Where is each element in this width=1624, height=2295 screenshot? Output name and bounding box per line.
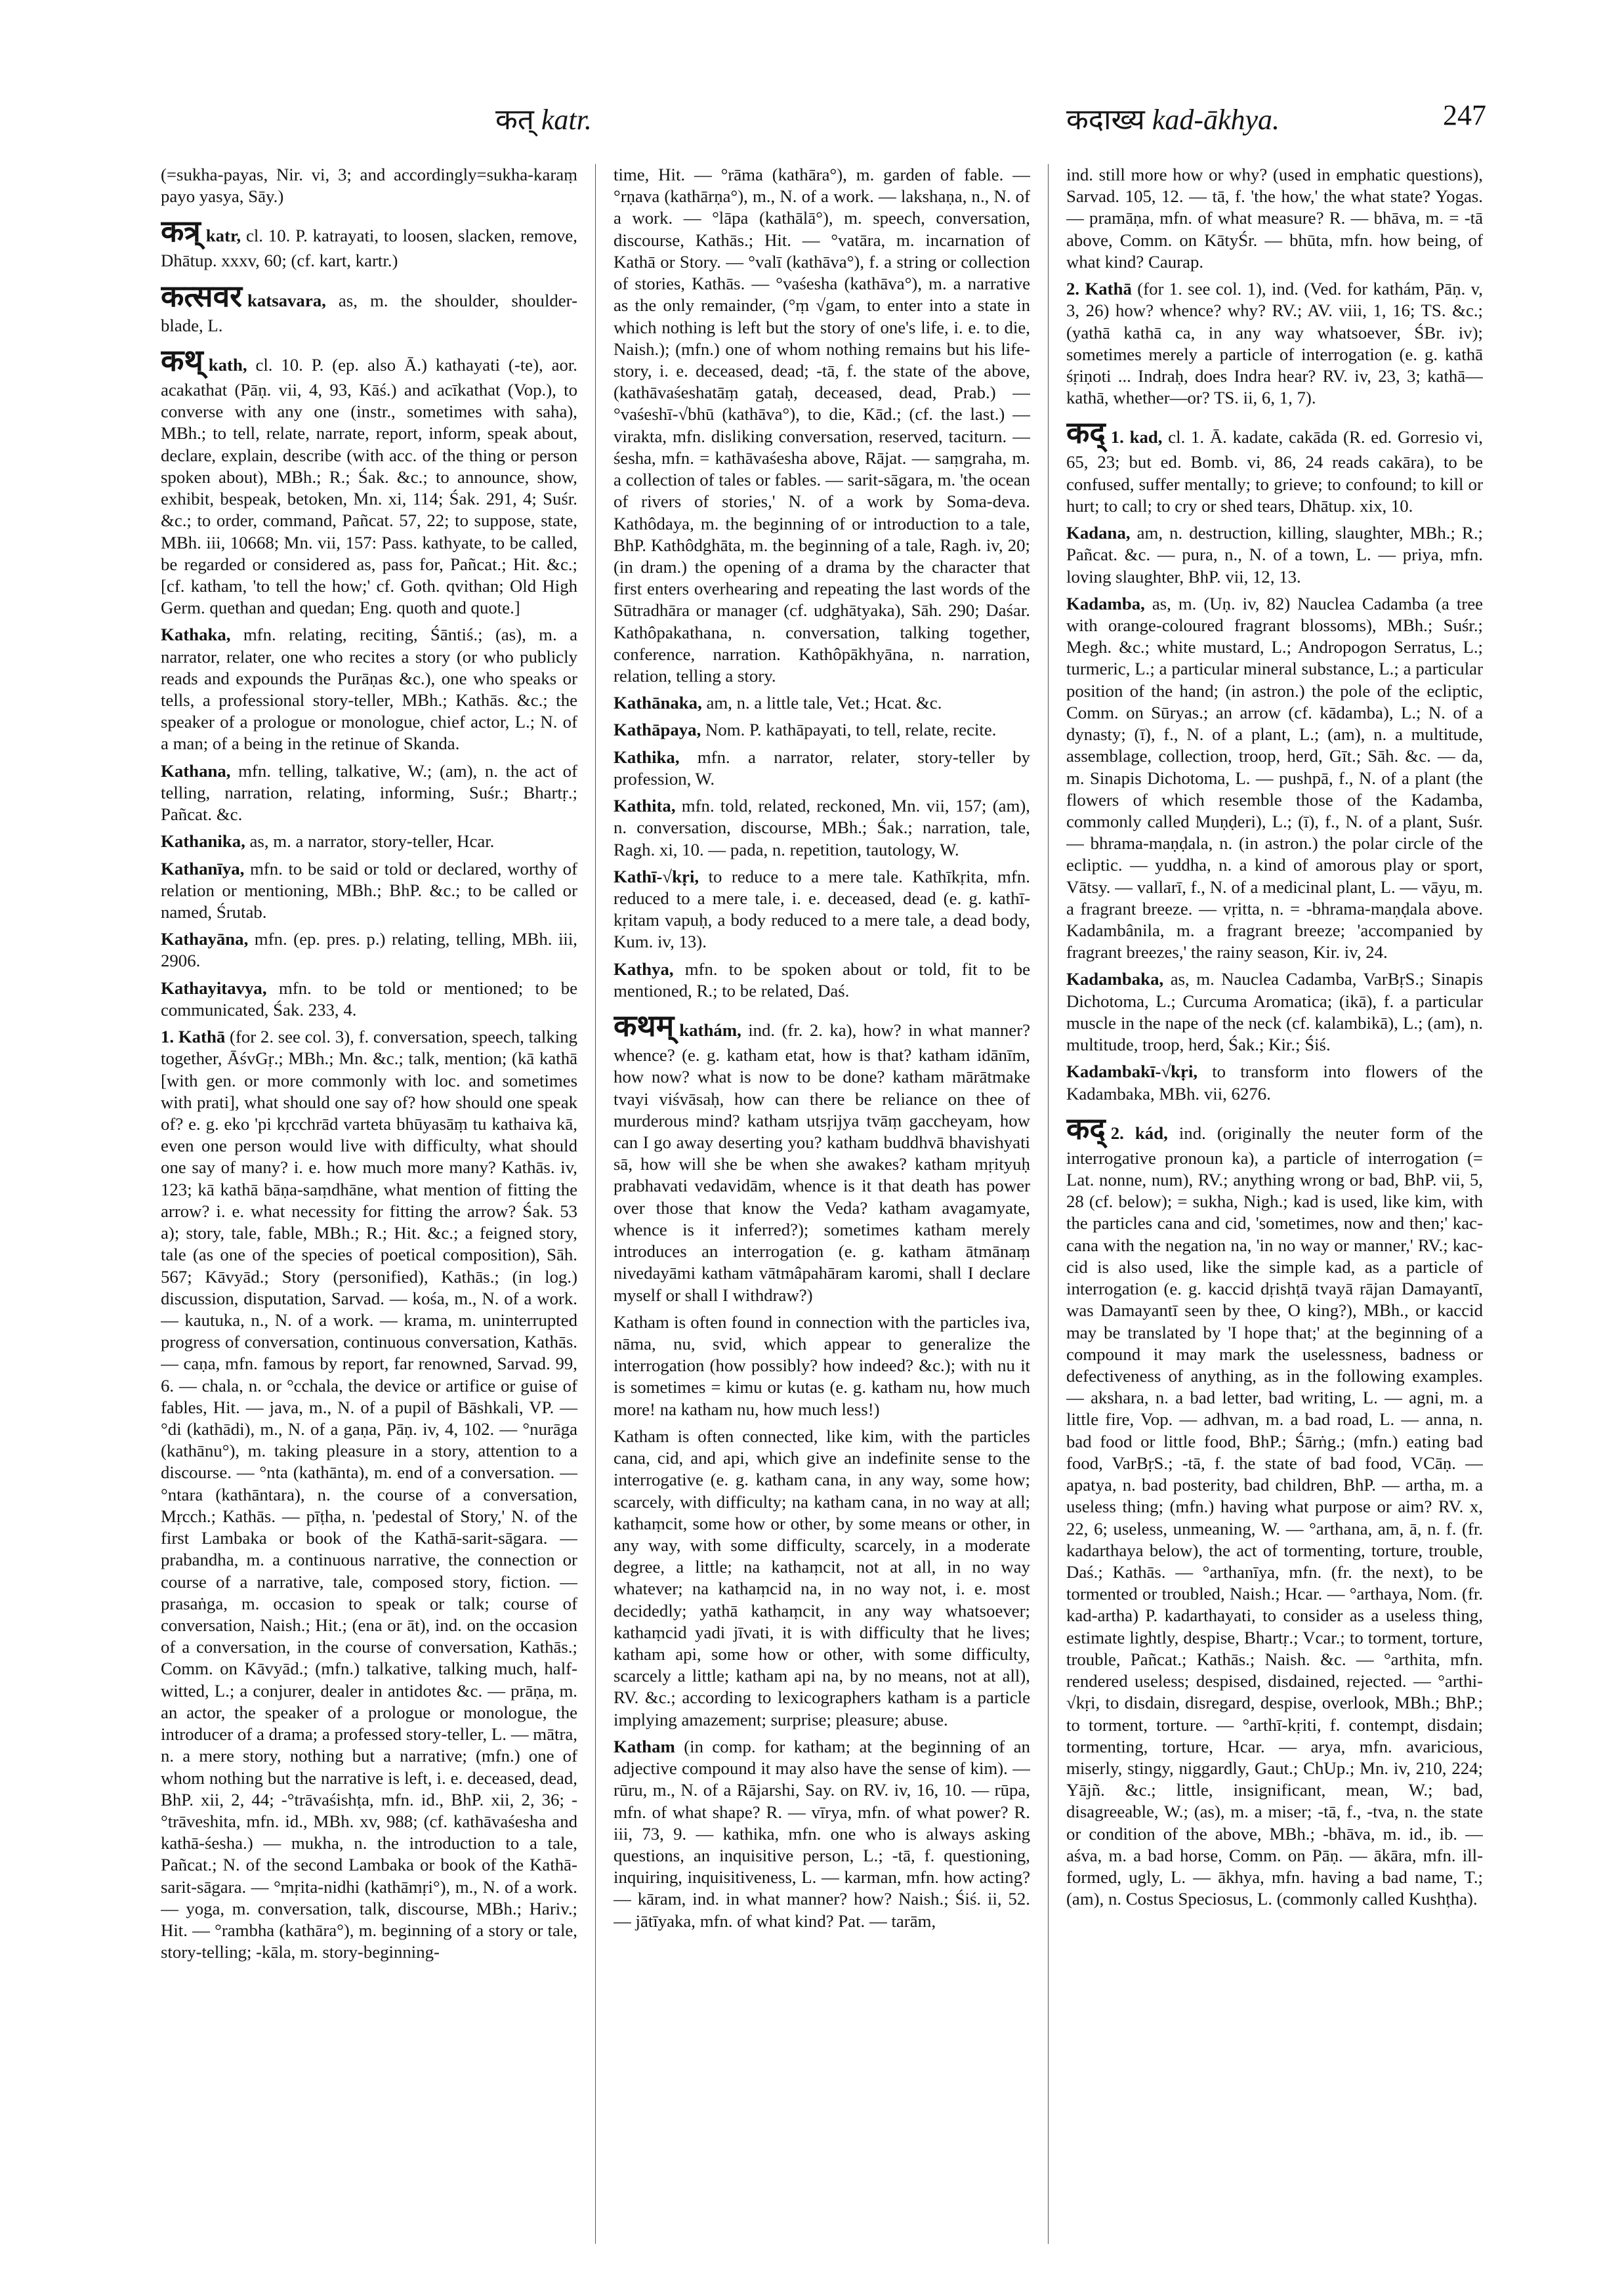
header-left-devanagari: कत्: [495, 103, 534, 136]
dictionary-entry: [1066, 593, 1483, 964]
dictionary-entry: [161, 1026, 577, 1963]
dictionary-entry: [161, 978, 577, 1021]
column-2: [614, 164, 1030, 2244]
text-columns: [161, 164, 1489, 2244]
entry-headword: Kathika,: [614, 747, 680, 767]
entry-headword: Kathana,: [161, 760, 231, 781]
entry-definition: mfn. relating, reciting, Śāntiś.; (as), m. a narrator, relater, one who recites a story (or who publicly reads and expounds the Purāṇas &c.), one who speaks or tells, a professional story-teller, MBh.; Kathās. &c.; the speaker of a prologue or monologue, chief actor, L.; N. of a man; of a being in the retinue of Skanda.: [161, 625, 577, 754]
entry-definition: Nom. P. kathāpayati, to tell, relate, recite.: [705, 720, 997, 740]
entry-headword: kathám,: [679, 1020, 741, 1041]
entry-headword: Kathānaka,: [614, 693, 702, 713]
dictionary-entry: [1066, 1061, 1483, 1104]
entry-definition: as, m. (Uṇ. iv, 82) Nauclea Cadamba (a tree with orange-coloured fragrant blossoms), MBh.; Suśr.; Megh. &c.; white mustard, L.; Andropogon Serratus, L.; turmeric, L.; a particular mineral substance, L.; a particular position of the hand; (in astron.) the pole of the ecliptic, Comm. on Sūryas.; an arrow (cf. kādamba), L.; N. of a dynasty; (ī), f., N. of a plant, L.; (am), n. a multitude, assemblage, collection, troop, herd, Gīt.; Sāh. &c. — da, m. Sinapis Dichotoma, L. — pushpā, f., N. of a plant (the flowers of which resemble those of the Kadamba, commonly called Muṇḍeri), L.; (ī), f., N. of a plant, Suśr. — bhrama-maṇḍala, n. (in astron.) the polar circle of the ecliptic. — yuddha, n. a kind of amorous play or sport, Vātsy. — vallarī, f., N. of a medicinal plant, L. — vāyu, m. a fragrant breeze. — vṛitta, n. = -bhrama-maṇḍala above. Kadambânila, m. a fragrant breeze; 'accompanied by fragrant breezes,' the rainy season, Kir. iv, 24.: [1066, 593, 1483, 962]
dictionary-entry: [614, 1736, 1030, 1932]
column-1: [161, 164, 577, 2244]
entry-headword: Kathanīya,: [161, 858, 245, 879]
header-left-latin: katr.: [541, 104, 592, 136]
dictionary-entry: [614, 1426, 1030, 1731]
dictionary-entry: [1066, 278, 1483, 409]
column-divider: [595, 164, 596, 2244]
entry-headword: Kadambaka,: [1066, 969, 1164, 989]
dictionary-entry: [614, 164, 1030, 687]
header-right-headword: [1066, 98, 1280, 138]
dictionary-entry: [161, 831, 577, 852]
entry-headword: Kathaka,: [161, 625, 231, 645]
entry-definition: time, Hit. — °rāma (kathāra°), m. garden of fable. — °rṇava (kathārṇa°), m., N. of a work. — lakshaṇa, n., N. of a work. — °lāpa (kathālā°), m. speech, conversation, discourse, Kathās.; Hit. — °vatāra, m. incarnation of Kathā or Story. — °valī (kathāva°), f. a string or collection of stories, Kathās. — °vaśesha (kathāva°), m. a narrative as the only remainder, (°ṃ √gam, to enter into a state in which nothing is left but the story of one's life, i. e. to die, Naish.); (mfn.) one of whom nothing remains but his life-story, i. e. deceased, dead; -tā, f. the state of the above, (kathāvaśeshatāṃ gataḥ, deceased, dead, Prab.) — °vaśeshī-√bhū (kathāva°), to die, Kād.; (cf. the last.) — virakta, mfn. disliking conversation, reserved, taciturn. — śesha, mfn. = kathāvaśesha above, Rājat. — saṃgraha, m. a collection of tales or fables. — sarit-sāgara, m. 'the ocean of rivers of stories,' N. of a work by Soma-deva. Kathôdaya, m. the beginning of or introduction to a tale, BhP. Kathôdghāta, m. the beginning of a tale, Ragh. iv, 20; (in dram.) the opening of a drama by the character that first enters overhearing and repeating the last words of the Sūtradhāra or manager (cf. udghātyaka), Sāh. 290; Daśar. Kathôpakathana, n. conversation, talking together, conference, narration. Kathôpākhyāna, n. narration, relation, telling a story.: [614, 165, 1030, 686]
dictionary-entry: [614, 1007, 1030, 1306]
entry-definition: (for 2. see col. 3), f. conversation, speech, talking together, ĀśvGṛ.; MBh.; Mn. &c.; talk, mention; (kā kathā [with gen. or more commonly with loc. and sometimes with prati], what should one say of? how should one speak of? e. g. eko 'pi kṛcchrād varteta bhūyasāṃ tu kathaiva kā, even one person would live with difficulty, what should one say of many? i. e. how much more many? Kathās. iv, 123; kā kathā bāṇa-saṃdhāne, what mention of fitting the arrow? i. e. what necessity for fitting the arrow? Śak. 53 a); story, tale, fable, MBh.; R.; Hit. &c.; a feigned story, tale (as one of the species of poetical composition), Sāh. 567; Kāvyād.; Story (personified), Kathās.; (in log.) discussion, disputation, Sarvad. — kośa, m., N. of a work. — kautuka, n., N. of a work. — krama, m. uninterrupted progress of conversation, continuous conversation, Kathās. — caṇa, mfn. famous by report, far renowned, Sarvad. 99, 6. — chala, n. or °cchala, the device or artifice or guise of fables, Hit. — java, m., N. of a pupil of Bāshkali, VP. — °di (kathādi), m., N. of a gaṇa, Pāṇ. iv, 4, 102. — °nurāga (kathānu°), m. taking pleasure in a story, attention to a discourse. — °nta (kathānta), m. end of a conversation. — °ntara (kathāntara), n. the course of a conversation, Mṛcch.; Kathās. — pīṭha, n. 'pedestal of Story,' N. of the first Lambaka or book of the Kathā-sarit-sāgara. — prabandha, m. a continuous narrative, the connection or course of a narrative, tale, composed story, fiction. — prasaṅga, m. occasion to speak or talk; course of conversation, Naish.; Hit.; (ena or āt), ind. on the occasion of a conversation, in the course of conversation, Kathās.; Comm. on Kāvyād.; (mfn.) talkative, talking much, half-witted, L.; a conjurer, dealer in antidotes &c. — prāṇa, m. an actor, the speaker of a prologue or monologue, the introducer of a drama; a professed story-teller, L. — mātra, n. a mere story, nothing but a narrative; (mfn.) one of whom nothing but the narrative is left, i. e. deceased, dead, BhP. xii, 2, 44; -°trāvaśishṭa, mfn. id., BhP. xii, 2, 36; -°trāveshita, mfn. id., MBh. xv, 988; (cf. kathāvaśesha and kathā-śesha.) — mukha, n. the introduction to a tale, Pañcat.; N. of the second Lambaka or book of the Kathā-sarit-sāgara. — °mṛita-nidhi (kathāmṛi°), m., N. of a work. — yoga, m. conversation, talk, discourse, MBh.; Hariv.; Hit. — °rambha (kathāra°), m. beginning of a story or tale, story-telling; -kāla, m. story-beginning-: [161, 1027, 577, 1962]
entry-headword: Kathita,: [614, 796, 676, 816]
dictionary-entry: [614, 795, 1030, 861]
entry-definition: cl. 10. P. katrayati, to loosen, slacken, remove, Dhātup. xxxv, 60; (cf. kart, kartr.): [161, 226, 577, 271]
entry-definition: to transform into flowers of the Kadambaka, MBh. vii, 6276.: [1066, 1062, 1483, 1104]
entry-devanagari-headword: कद्: [1066, 1110, 1106, 1146]
entry-definition: mfn. told, related, reckoned, Mn. vii, 157; (am), n. conversation, discourse, MBh.; Śak.; narration, tale, Ragh. xi, 10. — pada, n. repetition, tautology, W.: [614, 796, 1030, 859]
entry-headword: Kadambakī-√kṛi,: [1066, 1062, 1198, 1082]
dictionary-entry: [161, 342, 577, 619]
dictionary-entry: [614, 959, 1030, 1002]
column-3: [1066, 164, 1483, 2244]
dictionary-entry: [614, 692, 1030, 714]
entry-definition: mfn. to be told or mentioned; to be communicated, Śak. 233, 4.: [161, 978, 577, 1020]
dictionary-entry: [614, 866, 1030, 953]
dictionary-entry: [161, 213, 577, 272]
column-divider: [1048, 164, 1049, 2244]
entry-headword: Kadamba,: [1066, 593, 1145, 613]
entry-definition: Katham is often found in connection with the particles iva, nāma, nu, svid, which appear to generalize the interrogation (how possibly? how indeed? &c.); with nu it is sometimes = kimu or kutas (e. g. katham nu, how much more! na katham nu, how much less!): [614, 1312, 1030, 1419]
entry-definition: mfn. to be said or told or declared, worthy of relation or mentioning, MBh.; BhP. &c.; to be called or named, Śrutab.: [161, 858, 577, 922]
entry-definition: ind. (originally the neuter form of the interrogative pronoun ka), a particle of interrogation (= Lat. nonne, num), RV.; anything wrong or bad, BhP. vii, 5, 28 (cf. below); = sukha, Nigh.; kad is used, like kim, with the particles cana and cid, 'sometimes, now and then;' kac-cana with the negation na, 'in no way or manner,' RV.; kac-cid is also used, like the simple kad, as a particle of interrogation (e. g. kaccid dṛishṭā tvayā rājan Damayantī, was Damayantī seen by thee, O king?), MBh., or kaccid may be translated by 'I hope that;' at the beginning of a compound it may mark the uselessness, badness or defectiveness of anything, as in the following examples. — akshara, n. a bad letter, bad writing, L. — agni, m. a little fire, Vop. — adhvan, m. a bad road, L. — anna, n. bad food or little food, BhP.; Śārṅg.; (mfn.) eating bad food, VarBṛS.; -tā, f. the state of bad food, VCāṇ. — apatya, n. bad posterity, bad children, BhP. — artha, m. a useless thing; (mfn.) having what purpose or aim? RV. x, 22, 6; useless, unmeaning, W. — °arthana, am, ā, n. f. (fr. kadarthaya below), the act of tormenting, torture, trouble, Daś.; Kathās. — °arthanīya, mfn. (fr. the next), to be tormented or troubled, Naish.; Hcar. — °arthaya, Nom. (fr. kad-artha) P. kadarthayati, to consider as a useless thing, estimate lightly, despise, Bhartṛ.; Vcar.; to torment, torture, trouble, Pañcat.; Kathās.; Naish. &c. — °arthita, mfn. rendered useless; despised, disdained, rejected. — °arthi-√kṛi, to disdain, disregard, despise, overlook, MBh.; BhP.; to torment, torture. — °arthī-kṛiti, f. contempt, disdain; tormenting, torture, Hcar. — arya, mfn. avaricious, miserly, stingy, niggardly, Gaut.; ChUp.; Mn. iv, 210, 224; Yājñ. &c.; little, insignificant, mean, W.; bad, disagreeable, W.; (as), m. a miser; -tā, f., -tva, n. the state or condition of the above, MBh.; -bhāva, m. id., ib. — aśva, m. a bad horse, Comm. on Pāṇ. — ākāra, mfn. ill-formed, ugly, L. — ākhya, mfn. having a bad name, T.; (am), n. Costus Speciosus, L. (commonly called Kushṭha).: [1066, 1123, 1483, 1909]
entry-definition: as, m. Nauclea Cadamba, VarBṛS.; Sinapis Dichotoma, L.; Curcuma Aromatica; (ikā), f. a particular muscle in the nape of the neck (cf. kalambikā), L.; (am), n. multitude, troop, herd, Śak.; Kir.; Śiś.: [1066, 969, 1483, 1055]
dictionary-entry: [161, 278, 577, 337]
entry-headword: Kathayāna,: [161, 929, 249, 949]
entry-devanagari-headword: कत्र्: [161, 213, 201, 249]
header-center-devanagari: कदाख्य: [1066, 103, 1145, 136]
entry-definition: cl. 1. Ā. kadate, cakāda (R. ed. Gorresio vi, 65, 23; but ed. Bomb. vi, 86, 24 reads cakāra), to be confused, suffer mentally; to grieve; to confound; to kill or hurt; to call; to cry or shed tears, Dhātup. xix, 10.: [1066, 427, 1483, 516]
entry-definition: cl. 10. P. (ep. also Ā.) kathayati (-te), aor. acakathat (Pāṇ. vii, 4, 93, Kāś.) and acīkathat (Vop.), to converse with any one (instr., sometimes with saha), MBh.; to tell, relate, narrate, report, inform, speak about, declare, explain, describe (with acc. of the thing or person spoken about), MBh.; R.; Śak. &c.; to announce, show, exhibit, bespeak, betoken, Mn. xi, 114; Śak. 291, 4; Suśr. &c.; to order, command, Pañcat. 57, 22; to suppose, state, MBh. iii, 10668; Mn. vii, 157: Pass. kathyate, to be called, be regarded or considered as, pass for, Pañcat.; Hit. &c.; [cf. katham, 'to tell the how;' cf. Goth. qvithan; Old High Germ. quethan and quedan; Eng. quoth and quote.]: [161, 354, 577, 618]
entry-definition: (=sukha-payas, Nir. vi, 3; and accordingly=sukha-karaṃ payo yasya, Sāy.): [161, 165, 577, 207]
entry-devanagari-headword: कथम्: [614, 1008, 675, 1044]
entry-headword: Kathya,: [614, 959, 674, 979]
entry-headword: Kathāpaya,: [614, 720, 701, 740]
entry-headword: 2. Kathā: [1066, 279, 1132, 299]
entry-definition: ind. still more how or why? (used in emphatic questions), Sarvad. 105, 12. — tā, f. 'the how,' the what state? Yogas. — pramāṇa, mfn. of what measure? R. — bhāva, m. = -tā above, Comm. on KātyŚr. — bhūta, mfn. how being, of what kind? Caurap.: [1066, 165, 1483, 272]
entry-definition: mfn. a narrator, relater, story-teller by profession, W.: [614, 747, 1030, 789]
entry-headword: Katham: [614, 1736, 675, 1756]
dictionary-entry: [161, 760, 577, 826]
dictionary-entry: [614, 1312, 1030, 1420]
dictionary-entry: [1066, 164, 1483, 273]
dictionary-entry: [614, 747, 1030, 790]
running-header: [167, 98, 1486, 138]
entry-definition: mfn. (ep. pres. p.) relating, telling, MBh. iii, 2906.: [161, 929, 577, 971]
entry-headword: kath,: [208, 354, 247, 375]
dictionary-entry: [614, 719, 1030, 741]
entry-definition: mfn. to be spoken about or told, fit to be mentioned, R.; to be related, Daś.: [614, 959, 1030, 1001]
entry-headword: Kathayitavya,: [161, 978, 267, 998]
dictionary-entry: [1066, 1110, 1483, 1911]
dictionary-entry: [1066, 414, 1483, 517]
entry-definition: ind. (fr. 2. ka), how? in what manner? whence? (e. g. katham etat, how is that? katham idānīm, how now? what is now to be done? katham mārātmake tvayi viśvāsaḥ, how can there be reliance on thee of murderous mind? katham utsṛijya tvāṃ gaccheyam, how can I go away deserting you? katham buddhvā bhavishyati sā, how will she be when she awakes? katham mṛityuḥ prabhavati vedavidām, whence is it that death has power over those that know the Veda? katham avagamyate, whence is it inferred?); sometimes katham merely introduces an interrogation (e. g. katham ātmānaṃ nivedayāmi katham vātmâpahāram karomi, shall I declare myself or shall I withdraw?): [614, 1020, 1030, 1305]
entry-definition: Katham is often connected, like kim, with the particles cana, cid, and api, which give an indefinite sense to the interrogative (e. g. katham cana, in any way, some how; scarcely, with difficulty; na katham cana, in no way at all; kathaṃcit, some how or other, by some means or other, in any way, with some difficulty, scarcely, in a moderate degree, a little; na kathaṃcit, not at all, in no way whatever; na kathaṃcid na, in no way not, i. e. most decidedly; yathā kathaṃcit, in any way whatsoever; kathaṃcid yadi jīvati, it is with difficulty that he lives; katham api, some how or other, with some difficulty, scarcely a little; katham api na, by no means, not at all), RV. &c.; according to lexicographers katham is a particle implying amazement; surprise; pleasure; abuse.: [614, 1426, 1030, 1729]
dictionary-entry: [161, 164, 577, 207]
entry-headword: katsavara,: [247, 290, 326, 310]
entry-headword: Kathī-√kṛi,: [614, 866, 699, 886]
entry-headword: 1. Kathā: [161, 1027, 226, 1047]
entry-definition: mfn. telling, talkative, W.; (am), n. the act of telling, narration, relating, informing, Suśr.; Bhartṛ.; Pañcat. &c.: [161, 760, 577, 825]
entry-devanagari-headword: कद्: [1066, 415, 1106, 451]
dictionary-entry: [1066, 522, 1483, 588]
entry-devanagari-headword: कथ्: [161, 342, 203, 378]
entry-definition: as, m. a narrator, story-teller, Hcar.: [249, 831, 495, 852]
entry-headword: 2. kád,: [1110, 1123, 1168, 1143]
entry-definition: as, m. the shoulder, shoulder-blade, L.: [161, 290, 577, 335]
entry-definition: am, n. a little tale, Vet.; Hcat. &c.: [706, 693, 942, 713]
dictionary-entry: [161, 624, 577, 755]
dictionary-entry: [161, 928, 577, 972]
page-number: 247: [1443, 99, 1486, 131]
entry-headword: Kadana,: [1066, 523, 1131, 543]
header-center-latin: kad-ākhya.: [1152, 104, 1280, 136]
entry-headword: Kathanika,: [161, 831, 245, 852]
entry-headword: 1. kad,: [1110, 427, 1163, 447]
entry-headword: katr,: [205, 226, 241, 246]
entry-definition: (for 1. see col. 1), ind. (Ved. for kathám, Pāṇ. v, 3, 26) how? whence? why? RV.; AV. viii, 1, 16; TS. &c.; (yathā kathā ca, in any way whatsoever, ŚBr. iv); sometimes merely a particle of interrogation (e. g. kathā śṛiṇoti ... Indraḥ, does Indra hear? RV. iv, 23, 3; kathā—kathā, whether—or? TS. ii, 6, 1, 7).: [1066, 279, 1483, 408]
dictionary-entry: [161, 858, 577, 924]
entry-devanagari-headword: कत्सवर: [161, 278, 242, 314]
dictionary-entry: [1066, 968, 1483, 1056]
entry-definition: (in comp. for katham; at the beginning of an adjective compound it may also have the sense of kim). — rūru, m., N. of a Rājarshi, Say. on RV. iv, 16, 10. — rūpa, mfn. of what shape? R. — vīrya, mfn. of what power? R. iii, 73, 9. — kathika, mfn. one who is always asking questions, an inquisitive person, L.; -tā, f. questioning, inquiring, inquisitiveness, L. — karman, mfn. how acting? — kāram, ind. in what manner? how? Naish.; Śiś. ii, 52. — jātīyaka, mfn. of what kind? Pat. — tarām,: [614, 1736, 1030, 1931]
entry-definition: am, n. destruction, killing, slaughter, MBh.; R.; Pañcat. &c. — pura, n., N. of a town, L. — priya, mfn. loving slaughter, BhP. vii, 12, 13.: [1066, 523, 1483, 587]
entry-definition: to reduce to a mere tale. Kathīkṛita, mfn. reduced to a mere tale, i. e. deceased, dead (e. g. kathī-kṛitam vapuḥ, a body reduced to a mere tale, a dead body, Kum. iv, 13).: [614, 866, 1030, 952]
header-left-headword: [495, 98, 592, 138]
